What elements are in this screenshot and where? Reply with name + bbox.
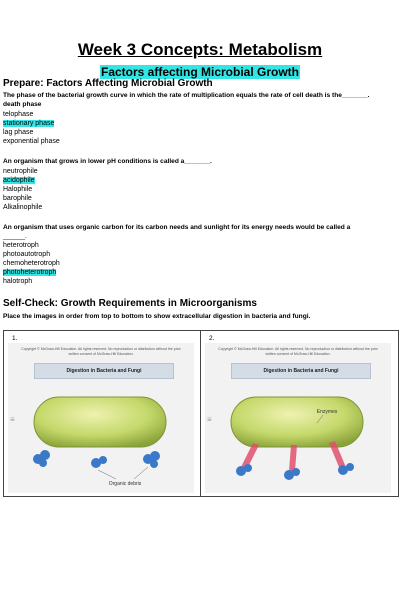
question-1-text: The phase of the bacterial growth curve in which the rate of multiplication equals the rate of cell death is the_______. (3, 92, 370, 99)
question-1-answer: death phase (3, 101, 42, 108)
drag-handle-icon[interactable]: ≡ (10, 415, 15, 424)
image-1-copyright: Copyright © McGraw-Hill Education. All rights reserved. No reproduction or distribution without the prior written consent of McGraw-Hill Education. (21, 347, 181, 356)
cell-1-number: 1. (12, 335, 18, 342)
q3-option-photoheterotroph[interactable]: photoheterotroph (3, 269, 57, 276)
drag-handle-icon[interactable]: ≡ (207, 415, 212, 424)
q3-option-halotroph[interactable]: halotroph (3, 278, 33, 285)
image-1-panel[interactable] (8, 343, 194, 493)
debris-pointer-right (134, 467, 148, 479)
subtitle-highlight: Factors affecting Microbial Growth (100, 65, 300, 79)
q3-option-photoautotroph[interactable]: photoautotroph (3, 251, 51, 258)
image-1-banner: Digestion in Bacteria and Fungi (34, 363, 174, 379)
organic-debris-mid (91, 456, 107, 468)
image-2-illustration (205, 343, 391, 493)
question-3-text: An organism that uses organic carbon for its carbon needs and sunlight for its energy needs would be called a (3, 224, 351, 231)
q1-option-stationary-phase[interactable]: stationary phase (3, 120, 55, 127)
organic-debris-right (143, 451, 160, 468)
q1-option-telophase[interactable]: telophase (3, 111, 34, 118)
q2-option-acidophile[interactable]: acidophile (3, 177, 35, 184)
page-title: Week 3 Concepts: Metabolism (77, 40, 323, 59)
bacterium-cell (34, 397, 166, 447)
cell-2-number: 2. (209, 335, 215, 342)
image-1-illustration (8, 343, 194, 493)
image-2-panel[interactable] (205, 343, 391, 493)
section2-instruction: Place the images in order from top to bottom to show extracellular digestion in bacteria and fungi. (3, 313, 311, 320)
ordering-grid (3, 330, 399, 497)
q3-option-heterotroph[interactable]: heterotroph (3, 242, 39, 249)
ordering-cell-2[interactable] (201, 331, 397, 496)
enzyme-stream-mid (289, 445, 297, 471)
section1-heading: Prepare: Factors Affecting Microbial Growth (3, 78, 213, 89)
q2-option-barophile[interactable]: barophile (3, 195, 32, 202)
q3-option-chemoheterotroph[interactable]: chemoheterotroph (3, 260, 60, 267)
debris-pointer-left (98, 470, 116, 479)
image-2-banner: Digestion in Bacteria and Fungi (231, 363, 371, 379)
image-2-copyright: Copyright © McGraw-Hill Education. All rights reserved. No reproduction or distribution without the prior written consent of McGraw-Hill Education. (218, 347, 378, 356)
q2-option-neutrophile[interactable]: neutrophile (3, 168, 38, 175)
bacterium-cell (231, 397, 363, 447)
section2-heading: Self-Check: Growth Requirements in Microorganisms (3, 298, 257, 309)
image-2-label: Enzymes (316, 409, 338, 415)
question-2-text: An organism that grows in lower pH conditions is called a_______. (3, 158, 212, 165)
image-1-label: Organic debris (108, 481, 142, 487)
q1-option-lag-phase[interactable]: lag phase (3, 129, 34, 136)
q2-option-alkalinophile[interactable]: Alkalinophile (3, 204, 43, 211)
q1-option-exponential-phase[interactable]: exponential phase (3, 138, 60, 145)
question-3-blank: ______. (3, 233, 27, 240)
organic-debris-left (33, 450, 50, 467)
ordering-cell-1[interactable] (4, 331, 201, 496)
q2-option-halophile[interactable]: Halophile (3, 186, 33, 193)
